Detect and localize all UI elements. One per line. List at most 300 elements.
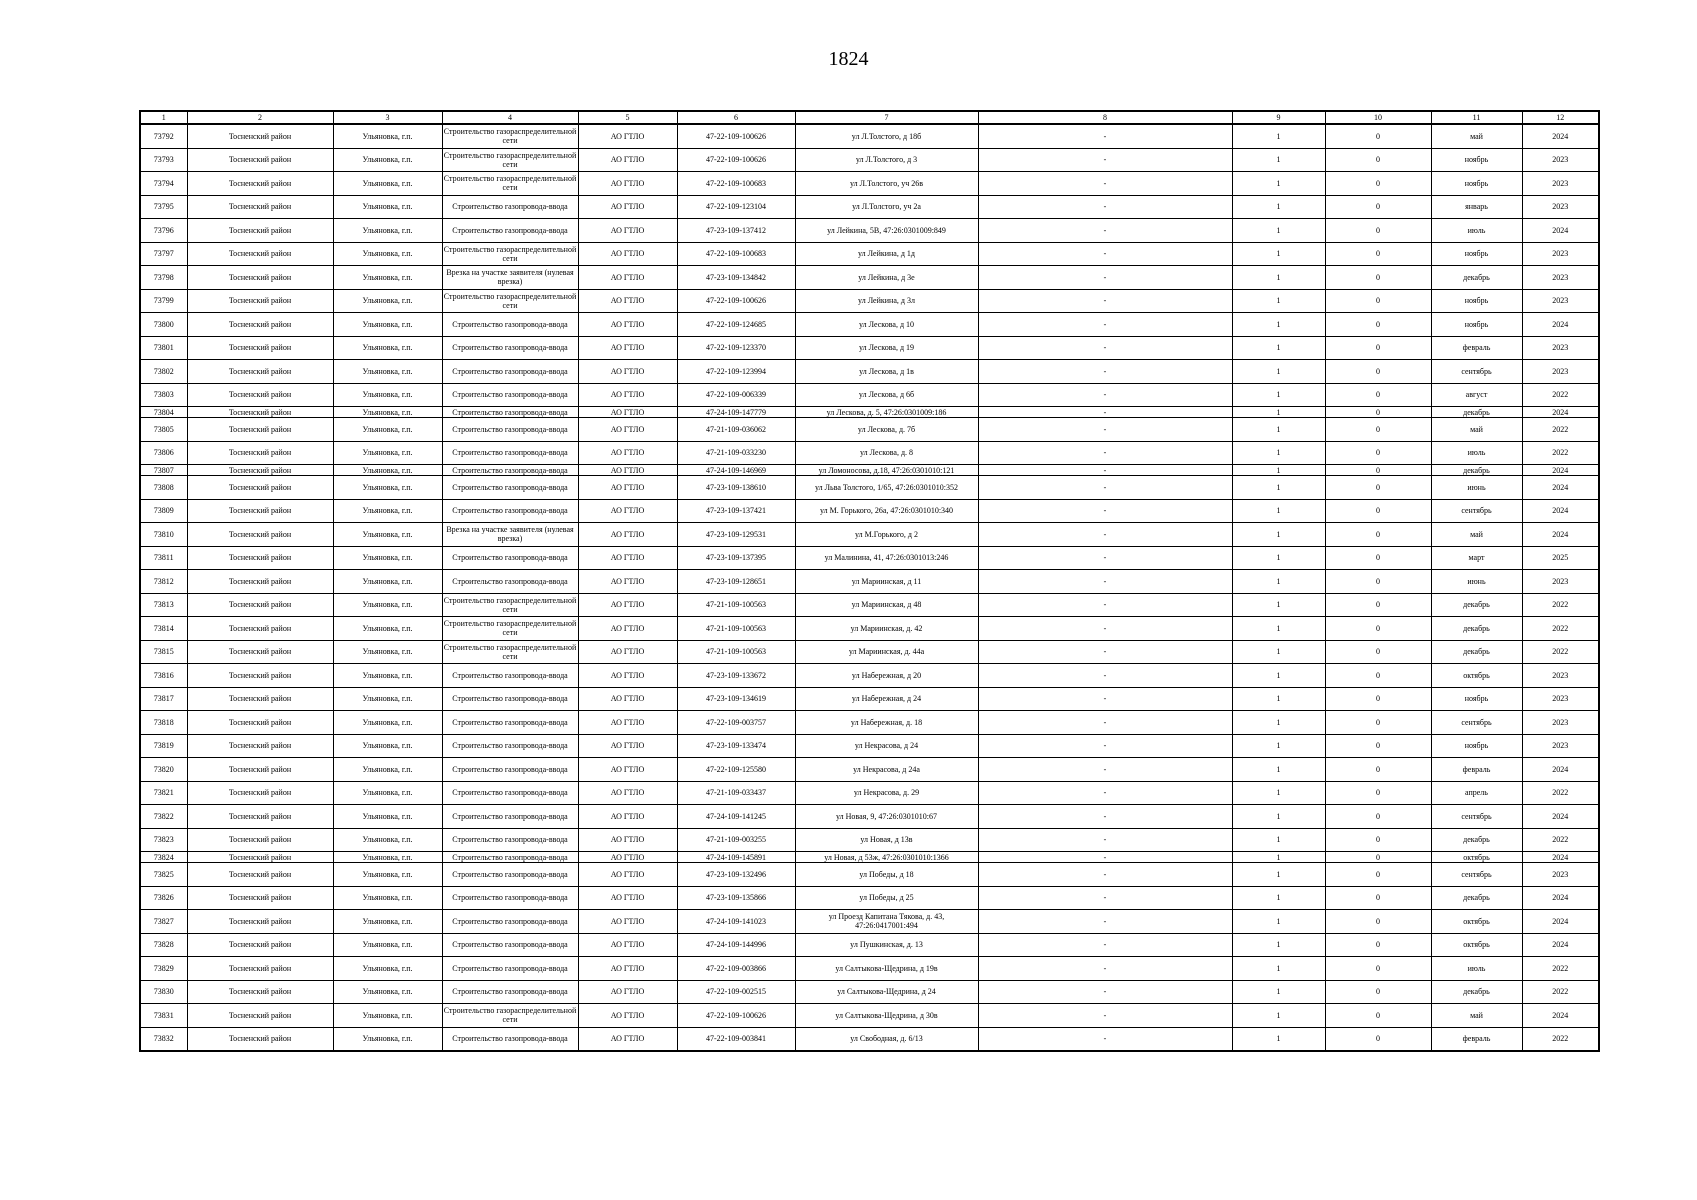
cell-district: Тосненский район bbox=[187, 407, 333, 418]
cell-note: - bbox=[978, 758, 1232, 782]
cell-district: Тосненский район bbox=[187, 828, 333, 852]
cell-month: ноябрь bbox=[1431, 289, 1522, 313]
cell-row-number: 73820 bbox=[140, 758, 187, 782]
cell-value: 0 bbox=[1325, 687, 1431, 711]
cell-count: 1 bbox=[1232, 664, 1325, 688]
cell-note: - bbox=[978, 546, 1232, 570]
cell-work-type: Строительство газораспределительной сети bbox=[442, 148, 578, 172]
cell-year: 2024 bbox=[1522, 758, 1599, 782]
cell-organization: АО ГТЛО bbox=[578, 980, 677, 1004]
cell-application-id: 47-24-109-141245 bbox=[677, 805, 795, 829]
cell-month: декабрь bbox=[1431, 617, 1522, 641]
cell-month: октябрь bbox=[1431, 852, 1522, 863]
cell-organization: АО ГТЛО bbox=[578, 242, 677, 266]
cell-row-number: 73825 bbox=[140, 863, 187, 887]
cell-district: Тосненский район bbox=[187, 289, 333, 313]
cell-value: 0 bbox=[1325, 383, 1431, 407]
cell-district: Тосненский район bbox=[187, 313, 333, 337]
cell-count: 1 bbox=[1232, 852, 1325, 863]
cell-organization: АО ГТЛО bbox=[578, 1027, 677, 1051]
cell-row-number: 73804 bbox=[140, 407, 187, 418]
cell-count: 1 bbox=[1232, 546, 1325, 570]
cell-settlement: Ульяновка, г.п. bbox=[333, 313, 442, 337]
cell-value: 0 bbox=[1325, 313, 1431, 337]
cell-application-id: 47-23-109-137395 bbox=[677, 546, 795, 570]
cell-work-type: Строительство газораспределительной сети bbox=[442, 1004, 578, 1028]
cell-note: - bbox=[978, 593, 1232, 617]
cell-count: 1 bbox=[1232, 640, 1325, 664]
table-row bbox=[140, 852, 1599, 863]
cell-organization: АО ГТЛО bbox=[578, 313, 677, 337]
cell-work-type: Строительство газопровода-ввода bbox=[442, 441, 578, 465]
cell-work-type: Строительство газопровода-ввода bbox=[442, 828, 578, 852]
cell-settlement: Ульяновка, г.п. bbox=[333, 289, 442, 313]
cell-application-id: 47-23-109-128651 bbox=[677, 570, 795, 594]
cell-organization: АО ГТЛО bbox=[578, 863, 677, 887]
cell-row-number: 73831 bbox=[140, 1004, 187, 1028]
table-row bbox=[140, 336, 1599, 360]
cell-work-type: Строительство газопровода-ввода bbox=[442, 910, 578, 934]
cell-month: июль bbox=[1431, 219, 1522, 243]
cell-value: 0 bbox=[1325, 499, 1431, 523]
cell-note: - bbox=[978, 711, 1232, 735]
table-row bbox=[140, 957, 1599, 981]
cell-count: 1 bbox=[1232, 441, 1325, 465]
cell-organization: АО ГТЛО bbox=[578, 593, 677, 617]
cell-address: ул Мариинская, д 11 bbox=[795, 570, 978, 594]
cell-organization: АО ГТЛО bbox=[578, 407, 677, 418]
cell-value: 0 bbox=[1325, 910, 1431, 934]
cell-year: 2023 bbox=[1522, 570, 1599, 594]
cell-year: 2023 bbox=[1522, 711, 1599, 735]
cell-value: 0 bbox=[1325, 441, 1431, 465]
cell-month: февраль bbox=[1431, 1027, 1522, 1051]
cell-work-type: Строительство газопровода-ввода bbox=[442, 195, 578, 219]
cell-row-number: 73805 bbox=[140, 418, 187, 442]
cell-row-number: 73823 bbox=[140, 828, 187, 852]
cell-work-type: Строительство газопровода-ввода bbox=[442, 383, 578, 407]
cell-application-id: 47-22-109-003757 bbox=[677, 711, 795, 735]
cell-address: ул Мариинская, д. 42 bbox=[795, 617, 978, 641]
cell-address: ул Проезд Капитана Тякова, д. 43, 47:26:0417001:494 bbox=[795, 910, 978, 934]
cell-district: Тосненский район bbox=[187, 852, 333, 863]
cell-address: ул Лейкина, д 3е bbox=[795, 266, 978, 290]
cell-district: Тосненский район bbox=[187, 465, 333, 476]
cell-address: ул Салтыкова-Щедрина, д 19в bbox=[795, 957, 978, 981]
cell-count: 1 bbox=[1232, 828, 1325, 852]
cell-month: декабрь bbox=[1431, 828, 1522, 852]
cell-organization: АО ГТЛО bbox=[578, 664, 677, 688]
cell-note: - bbox=[978, 148, 1232, 172]
cell-count: 1 bbox=[1232, 758, 1325, 782]
cell-application-id: 47-22-109-100626 bbox=[677, 289, 795, 313]
cell-count: 1 bbox=[1232, 360, 1325, 384]
cell-organization: АО ГТЛО bbox=[578, 734, 677, 758]
cell-value: 0 bbox=[1325, 148, 1431, 172]
cell-count: 1 bbox=[1232, 289, 1325, 313]
cell-count: 1 bbox=[1232, 336, 1325, 360]
cell-application-id: 47-22-109-100626 bbox=[677, 148, 795, 172]
table-row bbox=[140, 266, 1599, 290]
cell-district: Тосненский район bbox=[187, 195, 333, 219]
cell-district: Тосненский район bbox=[187, 523, 333, 547]
cell-settlement: Ульяновка, г.п. bbox=[333, 407, 442, 418]
cell-settlement: Ульяновка, г.п. bbox=[333, 465, 442, 476]
cell-work-type: Строительство газопровода-ввода bbox=[442, 980, 578, 1004]
column-header-6: 6 bbox=[677, 111, 795, 124]
cell-organization: АО ГТЛО bbox=[578, 781, 677, 805]
cell-note: - bbox=[978, 1004, 1232, 1028]
cell-application-id: 47-21-109-100563 bbox=[677, 617, 795, 641]
cell-value: 0 bbox=[1325, 195, 1431, 219]
cell-value: 0 bbox=[1325, 980, 1431, 1004]
cell-row-number: 73811 bbox=[140, 546, 187, 570]
cell-month: сентябрь bbox=[1431, 499, 1522, 523]
table-row bbox=[140, 980, 1599, 1004]
cell-settlement: Ульяновка, г.п. bbox=[333, 687, 442, 711]
cell-count: 1 bbox=[1232, 148, 1325, 172]
cell-district: Тосненский район bbox=[187, 886, 333, 910]
cell-count: 1 bbox=[1232, 383, 1325, 407]
cell-year: 2022 bbox=[1522, 593, 1599, 617]
cell-month: октябрь bbox=[1431, 910, 1522, 934]
cell-work-type: Строительство газопровода-ввода bbox=[442, 687, 578, 711]
cell-district: Тосненский район bbox=[187, 418, 333, 442]
cell-note: - bbox=[978, 781, 1232, 805]
cell-work-type: Строительство газопровода-ввода bbox=[442, 781, 578, 805]
cell-address: ул Лейкина, д 3л bbox=[795, 289, 978, 313]
cell-note: - bbox=[978, 418, 1232, 442]
cell-note: - bbox=[978, 360, 1232, 384]
column-header-3: 3 bbox=[333, 111, 442, 124]
cell-address: ул Салтыкова-Щедрина, д 30в bbox=[795, 1004, 978, 1028]
cell-district: Тосненский район bbox=[187, 570, 333, 594]
cell-row-number: 73794 bbox=[140, 172, 187, 196]
cell-row-number: 73797 bbox=[140, 242, 187, 266]
cell-count: 1 bbox=[1232, 313, 1325, 337]
cell-note: - bbox=[978, 1027, 1232, 1051]
cell-row-number: 73808 bbox=[140, 476, 187, 500]
cell-address: ул Мариинская, д. 44а bbox=[795, 640, 978, 664]
cell-work-type: Строительство газопровода-ввода bbox=[442, 546, 578, 570]
cell-count: 1 bbox=[1232, 734, 1325, 758]
cell-year: 2023 bbox=[1522, 195, 1599, 219]
table-row bbox=[140, 828, 1599, 852]
cell-value: 0 bbox=[1325, 805, 1431, 829]
cell-organization: АО ГТЛО bbox=[578, 933, 677, 957]
cell-value: 0 bbox=[1325, 476, 1431, 500]
cell-month: декабрь bbox=[1431, 886, 1522, 910]
cell-address: ул Некрасова, д 24 bbox=[795, 734, 978, 758]
cell-count: 1 bbox=[1232, 418, 1325, 442]
cell-application-id: 47-22-109-003841 bbox=[677, 1027, 795, 1051]
cell-organization: АО ГТЛО bbox=[578, 418, 677, 442]
cell-work-type: Строительство газопровода-ввода bbox=[442, 360, 578, 384]
cell-month: декабрь bbox=[1431, 465, 1522, 476]
cell-settlement: Ульяновка, г.п. bbox=[333, 711, 442, 735]
cell-settlement: Ульяновка, г.п. bbox=[333, 1027, 442, 1051]
cell-value: 0 bbox=[1325, 886, 1431, 910]
cell-count: 1 bbox=[1232, 617, 1325, 641]
cell-application-id: 47-23-109-134842 bbox=[677, 266, 795, 290]
cell-value: 0 bbox=[1325, 523, 1431, 547]
cell-work-type: Строительство газопровода-ввода bbox=[442, 476, 578, 500]
cell-address: ул Новая, д 53ж, 47:26:0301010:1366 bbox=[795, 852, 978, 863]
cell-settlement: Ульяновка, г.п. bbox=[333, 441, 442, 465]
cell-application-id: 47-23-109-132496 bbox=[677, 863, 795, 887]
cell-year: 2022 bbox=[1522, 441, 1599, 465]
cell-note: - bbox=[978, 640, 1232, 664]
cell-row-number: 73832 bbox=[140, 1027, 187, 1051]
cell-year: 2024 bbox=[1522, 1004, 1599, 1028]
cell-district: Тосненский район bbox=[187, 863, 333, 887]
cell-settlement: Ульяновка, г.п. bbox=[333, 172, 442, 196]
cell-note: - bbox=[978, 441, 1232, 465]
cell-value: 0 bbox=[1325, 758, 1431, 782]
cell-organization: АО ГТЛО bbox=[578, 172, 677, 196]
table-row bbox=[140, 664, 1599, 688]
cell-address: ул Свободная, д. 6/13 bbox=[795, 1027, 978, 1051]
cell-organization: АО ГТЛО bbox=[578, 910, 677, 934]
cell-work-type: Строительство газопровода-ввода bbox=[442, 734, 578, 758]
cell-work-type: Строительство газопровода-ввода bbox=[442, 805, 578, 829]
cell-application-id: 47-22-109-003866 bbox=[677, 957, 795, 981]
cell-count: 1 bbox=[1232, 523, 1325, 547]
cell-note: - bbox=[978, 313, 1232, 337]
cell-month: май bbox=[1431, 1004, 1522, 1028]
cell-settlement: Ульяновка, г.п. bbox=[333, 664, 442, 688]
cell-year: 2023 bbox=[1522, 863, 1599, 887]
cell-settlement: Ульяновка, г.п. bbox=[333, 242, 442, 266]
cell-year: 2022 bbox=[1522, 418, 1599, 442]
column-header-11: 11 bbox=[1431, 111, 1522, 124]
cell-address: ул Л.Толстого, д 3 bbox=[795, 148, 978, 172]
cell-year: 2024 bbox=[1522, 933, 1599, 957]
cell-application-id: 47-23-109-138610 bbox=[677, 476, 795, 500]
cell-row-number: 73800 bbox=[140, 313, 187, 337]
cell-district: Тосненский район bbox=[187, 734, 333, 758]
cell-application-id: 47-21-109-100563 bbox=[677, 640, 795, 664]
cell-address: ул Л.Толстого, уч 2а bbox=[795, 195, 978, 219]
cell-year: 2024 bbox=[1522, 886, 1599, 910]
cell-settlement: Ульяновка, г.п. bbox=[333, 886, 442, 910]
cell-address: ул Малинина, 41, 47:26:0301013:246 bbox=[795, 546, 978, 570]
cell-address: ул Новая, 9, 47:26:0301010:67 bbox=[795, 805, 978, 829]
cell-district: Тосненский район bbox=[187, 933, 333, 957]
cell-row-number: 73806 bbox=[140, 441, 187, 465]
cell-work-type: Строительство газопровода-ввода bbox=[442, 664, 578, 688]
cell-value: 0 bbox=[1325, 289, 1431, 313]
cell-application-id: 47-24-109-145891 bbox=[677, 852, 795, 863]
cell-note: - bbox=[978, 266, 1232, 290]
cell-note: - bbox=[978, 886, 1232, 910]
cell-row-number: 73822 bbox=[140, 805, 187, 829]
cell-month: ноябрь bbox=[1431, 172, 1522, 196]
cell-settlement: Ульяновка, г.п. bbox=[333, 476, 442, 500]
cell-organization: АО ГТЛО bbox=[578, 266, 677, 290]
cell-note: - bbox=[978, 957, 1232, 981]
cell-organization: АО ГТЛО bbox=[578, 805, 677, 829]
cell-organization: АО ГТЛО bbox=[578, 523, 677, 547]
cell-organization: АО ГТЛО bbox=[578, 465, 677, 476]
column-header-12: 12 bbox=[1522, 111, 1599, 124]
cell-value: 0 bbox=[1325, 407, 1431, 418]
cell-settlement: Ульяновка, г.п. bbox=[333, 124, 442, 148]
cell-district: Тосненский район bbox=[187, 617, 333, 641]
cell-note: - bbox=[978, 570, 1232, 594]
cell-settlement: Ульяновка, г.п. bbox=[333, 805, 442, 829]
cell-month: сентябрь bbox=[1431, 711, 1522, 735]
cell-organization: АО ГТЛО bbox=[578, 617, 677, 641]
cell-year: 2024 bbox=[1522, 313, 1599, 337]
table-row bbox=[140, 910, 1599, 934]
cell-organization: АО ГТЛО bbox=[578, 124, 677, 148]
cell-district: Тосненский район bbox=[187, 664, 333, 688]
cell-count: 1 bbox=[1232, 593, 1325, 617]
cell-settlement: Ульяновка, г.п. bbox=[333, 980, 442, 1004]
table-row bbox=[140, 734, 1599, 758]
cell-row-number: 73796 bbox=[140, 219, 187, 243]
cell-district: Тосненский район bbox=[187, 360, 333, 384]
cell-organization: АО ГТЛО bbox=[578, 360, 677, 384]
cell-work-type: Строительство газопровода-ввода bbox=[442, 336, 578, 360]
cell-row-number: 73824 bbox=[140, 852, 187, 863]
cell-settlement: Ульяновка, г.п. bbox=[333, 219, 442, 243]
cell-work-type: Строительство газораспределительной сети bbox=[442, 172, 578, 196]
table-row bbox=[140, 805, 1599, 829]
cell-settlement: Ульяновка, г.п. bbox=[333, 734, 442, 758]
cell-settlement: Ульяновка, г.п. bbox=[333, 523, 442, 547]
cell-address: ул Лескова, д 1в bbox=[795, 360, 978, 384]
cell-work-type: Строительство газопровода-ввода bbox=[442, 711, 578, 735]
cell-address: ул Лескова, д 10 bbox=[795, 313, 978, 337]
cell-application-id: 47-21-109-036062 bbox=[677, 418, 795, 442]
cell-count: 1 bbox=[1232, 499, 1325, 523]
cell-row-number: 73801 bbox=[140, 336, 187, 360]
cell-row-number: 73813 bbox=[140, 593, 187, 617]
cell-year: 2024 bbox=[1522, 805, 1599, 829]
table-row bbox=[140, 1004, 1599, 1028]
cell-row-number: 73827 bbox=[140, 910, 187, 934]
cell-district: Тосненский район bbox=[187, 172, 333, 196]
cell-count: 1 bbox=[1232, 407, 1325, 418]
cell-district: Тосненский район bbox=[187, 148, 333, 172]
cell-district: Тосненский район bbox=[187, 758, 333, 782]
cell-organization: АО ГТЛО bbox=[578, 546, 677, 570]
table-row bbox=[140, 499, 1599, 523]
header-row bbox=[140, 111, 1599, 124]
cell-month: сентябрь bbox=[1431, 805, 1522, 829]
cell-count: 1 bbox=[1232, 1004, 1325, 1028]
cell-value: 0 bbox=[1325, 219, 1431, 243]
table-row bbox=[140, 781, 1599, 805]
cell-organization: АО ГТЛО bbox=[578, 852, 677, 863]
cell-organization: АО ГТЛО bbox=[578, 195, 677, 219]
cell-application-id: 47-23-109-135866 bbox=[677, 886, 795, 910]
cell-count: 1 bbox=[1232, 465, 1325, 476]
table-row bbox=[140, 383, 1599, 407]
cell-year: 2023 bbox=[1522, 266, 1599, 290]
table-row bbox=[140, 148, 1599, 172]
cell-settlement: Ульяновка, г.п. bbox=[333, 640, 442, 664]
cell-month: март bbox=[1431, 546, 1522, 570]
cell-row-number: 73818 bbox=[140, 711, 187, 735]
cell-work-type: Строительство газопровода-ввода bbox=[442, 313, 578, 337]
table-body bbox=[140, 124, 1599, 1051]
cell-month: апрель bbox=[1431, 781, 1522, 805]
table-row bbox=[140, 886, 1599, 910]
cell-count: 1 bbox=[1232, 266, 1325, 290]
cell-address: ул Л.Толстого, д 18б bbox=[795, 124, 978, 148]
cell-year: 2022 bbox=[1522, 980, 1599, 1004]
cell-application-id: 47-24-109-146969 bbox=[677, 465, 795, 476]
cell-row-number: 73828 bbox=[140, 933, 187, 957]
cell-row-number: 73799 bbox=[140, 289, 187, 313]
cell-year: 2022 bbox=[1522, 617, 1599, 641]
cell-application-id: 47-22-109-002515 bbox=[677, 980, 795, 1004]
cell-work-type: Строительство газопровода-ввода bbox=[442, 852, 578, 863]
cell-note: - bbox=[978, 383, 1232, 407]
cell-year: 2022 bbox=[1522, 828, 1599, 852]
table-row bbox=[140, 640, 1599, 664]
cell-application-id: 47-23-109-133672 bbox=[677, 664, 795, 688]
cell-district: Тосненский район bbox=[187, 383, 333, 407]
cell-organization: АО ГТЛО bbox=[578, 148, 677, 172]
cell-row-number: 73803 bbox=[140, 383, 187, 407]
table-row bbox=[140, 360, 1599, 384]
cell-district: Тосненский район bbox=[187, 476, 333, 500]
cell-organization: АО ГТЛО bbox=[578, 828, 677, 852]
cell-application-id: 47-23-109-129531 bbox=[677, 523, 795, 547]
cell-value: 0 bbox=[1325, 828, 1431, 852]
cell-work-type: Строительство газораспределительной сети bbox=[442, 242, 578, 266]
cell-organization: АО ГТЛО bbox=[578, 289, 677, 313]
cell-district: Тосненский район bbox=[187, 687, 333, 711]
cell-district: Тосненский район bbox=[187, 219, 333, 243]
cell-district: Тосненский район bbox=[187, 957, 333, 981]
cell-count: 1 bbox=[1232, 863, 1325, 887]
cell-month: февраль bbox=[1431, 336, 1522, 360]
cell-count: 1 bbox=[1232, 476, 1325, 500]
column-header-5: 5 bbox=[578, 111, 677, 124]
cell-row-number: 73821 bbox=[140, 781, 187, 805]
cell-month: декабрь bbox=[1431, 407, 1522, 418]
cell-work-type: Строительство газопровода-ввода bbox=[442, 418, 578, 442]
cell-address: ул Льва Толстого, 1/65, 47:26:0301010:352 bbox=[795, 476, 978, 500]
table-row bbox=[140, 570, 1599, 594]
cell-count: 1 bbox=[1232, 805, 1325, 829]
cell-district: Тосненский район bbox=[187, 805, 333, 829]
cell-work-type: Строительство газопровода-ввода bbox=[442, 758, 578, 782]
cell-row-number: 73819 bbox=[140, 734, 187, 758]
cell-work-type: Строительство газораспределительной сети bbox=[442, 617, 578, 641]
table-row bbox=[140, 687, 1599, 711]
table-row bbox=[140, 933, 1599, 957]
cell-address: ул Победы, д 25 bbox=[795, 886, 978, 910]
cell-organization: АО ГТЛО bbox=[578, 476, 677, 500]
cell-district: Тосненский район bbox=[187, 499, 333, 523]
cell-count: 1 bbox=[1232, 687, 1325, 711]
cell-note: - bbox=[978, 734, 1232, 758]
table-row bbox=[140, 476, 1599, 500]
cell-month: август bbox=[1431, 383, 1522, 407]
cell-note: - bbox=[978, 172, 1232, 196]
cell-row-number: 73817 bbox=[140, 687, 187, 711]
cell-address: ул Некрасова, д 24а bbox=[795, 758, 978, 782]
cell-count: 1 bbox=[1232, 124, 1325, 148]
cell-address: ул Набережная, д 24 bbox=[795, 687, 978, 711]
cell-note: - bbox=[978, 336, 1232, 360]
